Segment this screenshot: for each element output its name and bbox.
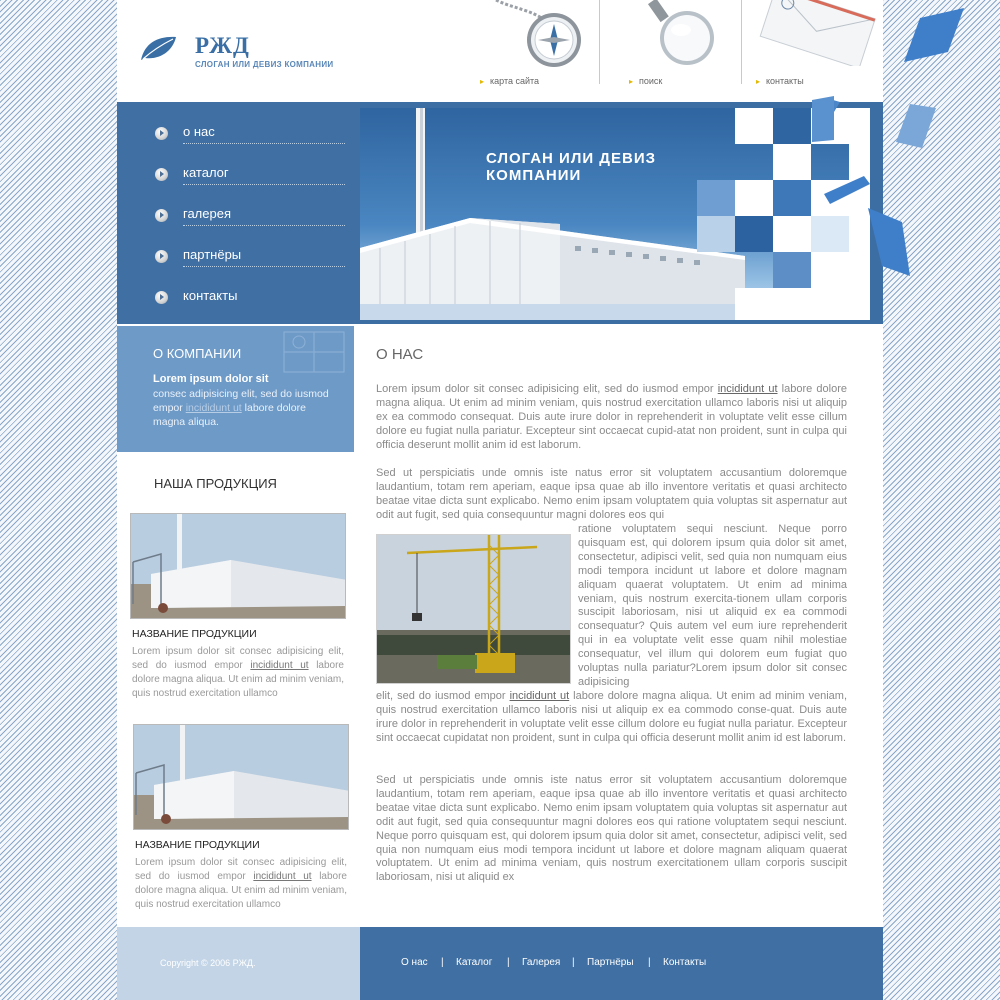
product-image[interactable]	[130, 513, 346, 619]
footer-link-gallery[interactable]: Галерея	[522, 957, 561, 968]
paragraph	[376, 383, 847, 453]
header	[117, 0, 883, 102]
menu-divider	[183, 184, 345, 185]
logo-title[interactable]: РЖД	[195, 33, 250, 58]
page-container	[117, 0, 883, 1000]
product-image[interactable]	[133, 724, 349, 830]
product-description	[135, 856, 347, 912]
content-link[interactable]: incididunt ut	[717, 383, 778, 395]
paragraph	[376, 690, 847, 746]
about-text	[153, 387, 337, 429]
product-name[interactable]: НАЗВАНИЕ ПРОДУКЦИИ	[135, 839, 260, 851]
banner-slogan-line: СЛОГАН ИЛИ ДЕВИЗ	[486, 150, 656, 167]
hero-banner	[360, 108, 870, 320]
menu-item-label[interactable]: партнёры	[183, 247, 242, 262]
footer-link-catalog[interactable]: Каталог	[456, 957, 493, 968]
menu-item-catalog[interactable]	[155, 162, 345, 190]
crane-photo-icon	[377, 535, 571, 684]
paragraph-text: labore dolore magna aliqua. Ut enim ad minim veniam, quis nostrud exercitation ullamco laboris nisi ut aliquip ex ea commodo consequat. Duis aute irure dolor in reprehenderit in voluptate velit esse cillum dolore eu fugiat nulla pariatur. Excepteur sint occaecat cupid-atat non proident, sunt in culpa qui officia deserunt mollit anim id est laborum.	[376, 383, 847, 451]
warehouse-photo-icon	[131, 514, 346, 619]
menu-item-about[interactable]	[155, 121, 345, 149]
footer-link-contacts[interactable]: Контакты	[663, 957, 707, 968]
product-text-part: labore dolore magna aliqua. Ut enim ad minim veniam, quis nostrud exercitation ullamco	[135, 871, 347, 910]
menu-item-partners[interactable]	[155, 244, 345, 272]
arrow-bullet-icon	[155, 209, 168, 222]
about-link[interactable]: incididunt ut	[185, 402, 242, 414]
menu-item-label[interactable]: контакты	[183, 288, 238, 303]
menu-divider	[183, 266, 345, 267]
paragraph-wrap: ratione voluptatem sequi nesciunt. Neque porro quisquam est, qui dolorem ipsum quia dolor sit amet, consectetur, adipisci velit, sed quia non numquam eius modi tempora incidunt ut labore et dolore magnam aliquam quaerat voluptatem. Ut enim ad minima veniam, quis nostrum exercita-tionem ullam corporis suscipit laboriosam, nisi ut aliquid ex ea commodi consequatur? Quis autem vel eum iure reprehenderit qui in ea voluptate velit esse quam nihil molestiae consequatur, vel illum qui dolorem eum fugiat quo voluptas nulla pariatur?Lorem ipsum dolor sit consec adipisicing	[578, 523, 847, 688]
paragraph-text: labore dolore magna aliqua. Ut enim ad minim veniam, quis nostrud exercitation ullamco laboris nisi ut aliquip ex ea commodo conse-quat. Duis aute irure dolor in reprehenderit in voluptate velit esse cillum dolore eu fugiat nulla pariatur. Excepteur sint occaecat cupidatat non proident, sunt in culpa qui officia deserunt mollit anim id est laborum.	[376, 690, 847, 744]
copyright: Copyright © 2006 РЖД.	[160, 958, 256, 968]
footer-link-about[interactable]: О нас	[401, 957, 428, 968]
warehouse-photo-icon	[134, 725, 349, 830]
hero-band	[117, 102, 883, 324]
products-title: НАША ПРОДУКЦИЯ	[154, 476, 277, 491]
top-nav-contacts-label[interactable]: ▸ контакты	[756, 76, 804, 86]
menu-item-contacts[interactable]	[155, 285, 345, 313]
top-nav-sitemap-label[interactable]: ▸ карта сайта	[480, 76, 539, 86]
arrow-bullet-icon	[155, 291, 168, 304]
warehouse-illustration	[360, 108, 870, 320]
menu-divider	[183, 143, 345, 144]
content-link[interactable]: incididunt ut	[509, 690, 570, 702]
menu-item-label[interactable]: галерея	[183, 206, 232, 221]
menu-item-gallery[interactable]	[155, 203, 345, 231]
about-text-part: labore dolore magna aliqua.	[153, 402, 306, 428]
about-text-part: consec adipisicing elit, sed do iusmod empor	[153, 388, 329, 414]
magnifier-icon	[637, 0, 727, 70]
menu-divider	[183, 225, 345, 226]
top-nav-search-label[interactable]: ▸ поиск	[629, 76, 662, 86]
product-description	[132, 645, 344, 701]
main-menu	[117, 102, 360, 324]
footer-separator: |	[441, 957, 444, 968]
product-text-part: Lorem ipsum dolor sit consec adipisicing elit, sed do iusmod empor	[132, 646, 344, 671]
about-title: О КОМПАНИИ	[153, 346, 242, 361]
menu-item-label[interactable]: о нас	[183, 124, 215, 139]
floating-tiles-icon	[812, 0, 1000, 290]
product-link[interactable]: incididunt ut	[253, 871, 312, 882]
leaf-logo-icon	[139, 34, 177, 62]
footer-link-partners[interactable]: Партнёры	[587, 957, 634, 968]
footer-nav	[360, 927, 883, 1000]
divider	[599, 0, 600, 84]
paragraph: Sed ut perspiciatis unde omnis iste natus error sit voluptatem accusantium doloremque laudantium, totam rem aperiam, eaque ipsa quae ab illo inventore veritatis et quasi architecto beatae vitae dicta sunt explicabo. Nemo enim ipsam voluptatem quia voluptas sit aspernatur aut odit aut fugit, sed quia consequuntur magni dolores eos qui	[376, 467, 847, 521]
product-text-part: labore dolore magna aliqua. Ut enim ad minim veniam, quis nostrud exercitation ullamco	[132, 660, 344, 699]
product-name[interactable]: НАЗВАНИЕ ПРОДУКЦИИ	[132, 628, 257, 640]
product-text-part: Lorem ipsum dolor sit consec adipisicing elit, sed do iusmod empor	[135, 857, 347, 882]
footer-left	[117, 927, 360, 1000]
page-title: О НАС	[376, 346, 424, 363]
footer-separator: |	[648, 957, 651, 968]
product-link[interactable]: incididunt ut	[250, 660, 309, 671]
banner-slogan-line: КОМПАНИИ	[486, 167, 582, 184]
about-company-box	[117, 326, 354, 452]
about-lead: Lorem ipsum dolor sit	[153, 373, 269, 385]
divider	[741, 0, 742, 84]
paragraph-text: Lorem ipsum dolor sit consec adipisicing elit, sed do iusmod empor	[376, 383, 718, 395]
arrow-bullet-icon	[155, 127, 168, 140]
paragraph: Sed ut perspiciatis unde omnis iste natus error sit voluptatem accusantium doloremque laudantium, totam rem aperiam, eaque ipsa quae ab illo inventore veritatis et quasi architecto beatae vitae dicta sunt explicabo. Nemo enim ipsam voluptatem quia voluptas sit aspernatur aut odit aut fugit, sed quia consequuntur magni dolores eos qui ratione voluptatem sequi nesciunt. Neque porro quisquam est, qui dolorem ipsum quia dolor sit amet, consectetur, adipisci velit, sed quia non numquam eius modi tempora incidunt ut labore et dolore magnam aliquam quaerat voluptatem. Ut enim ad minima veniam, quis nostrum exercitationem ullam corporis suscipit laboriosam, nisi ut aliquid ex	[376, 774, 847, 884]
footer-separator: |	[572, 957, 575, 968]
blueprint-pattern-icon	[264, 326, 354, 386]
paragraph-text: elit, sed do iusmod empor	[376, 690, 510, 702]
arrow-bullet-icon	[155, 168, 168, 181]
crane-photo[interactable]	[376, 534, 571, 684]
footer-separator: |	[507, 957, 510, 968]
compass-icon	[492, 0, 592, 72]
banner-slogan	[486, 150, 686, 184]
arrow-bullet-icon	[155, 250, 168, 263]
menu-item-label[interactable]: каталог	[183, 165, 229, 180]
logo-slogan: СЛОГАН ИЛИ ДЕВИЗ КОМПАНИИ	[195, 60, 334, 69]
